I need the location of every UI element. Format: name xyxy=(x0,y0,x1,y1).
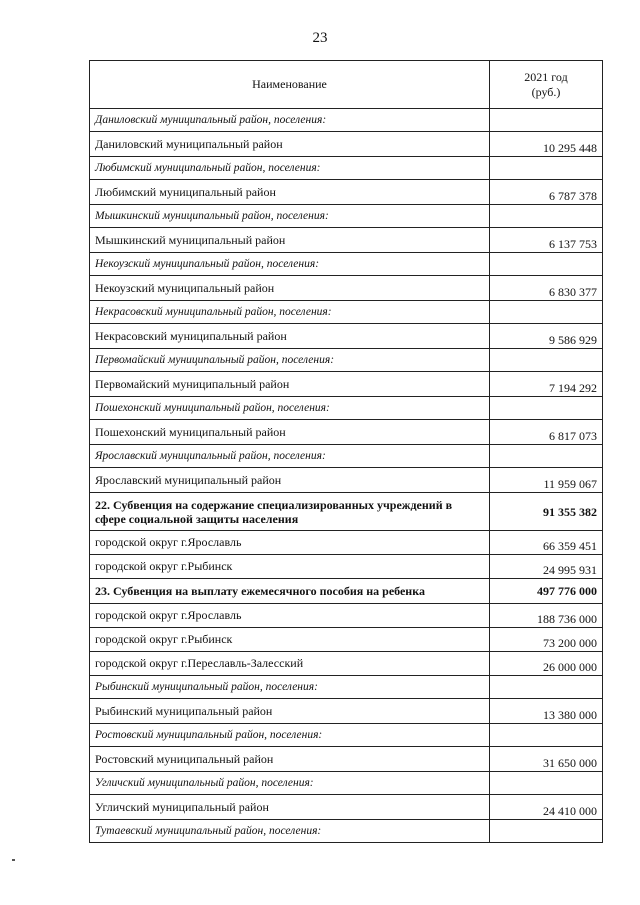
section-title: 23. Субвенция на выплату ежемесячного пособия на ребенка xyxy=(90,579,490,604)
row-name: Некоузский муниципальный район xyxy=(90,276,490,301)
row-value xyxy=(490,157,603,180)
table-row xyxy=(90,795,603,820)
row-value: 6 137 753 xyxy=(490,228,603,253)
row-value: 24 995 931 xyxy=(490,555,603,579)
group-heading: Угличский муниципальный район, поселения: xyxy=(90,772,490,795)
table-row xyxy=(90,747,603,772)
group-heading: Ярославский муниципальный район, поселения: xyxy=(90,445,490,468)
table-row xyxy=(90,468,603,493)
section-title: 22. Субвенция на содержание специализированных учреждений в сфере социальной защиты населения xyxy=(90,493,490,531)
row-name: Угличский муниципальный район xyxy=(90,795,490,820)
table-row xyxy=(90,652,603,676)
row-value: 66 359 451 xyxy=(490,531,603,555)
table-row xyxy=(90,301,603,324)
row-name: Первомайский муниципальный район xyxy=(90,372,490,397)
row-value: 6 787 378 xyxy=(490,180,603,205)
row-name: городской округ г.Рыбинск xyxy=(90,555,490,579)
page-number: 23 xyxy=(312,30,328,46)
table-row xyxy=(90,676,603,699)
table-row xyxy=(90,604,603,628)
row-name: Любимский муниципальный район xyxy=(90,180,490,205)
group-heading: Первомайский муниципальный район, поселения: xyxy=(90,349,490,372)
row-name: Пошехонский муниципальный район xyxy=(90,420,490,445)
row-value: 6 830 377 xyxy=(490,276,603,301)
row-value xyxy=(490,205,603,228)
table-row xyxy=(90,253,603,276)
row-value: 6 817 073 xyxy=(490,420,603,445)
table-row xyxy=(90,531,603,555)
row-value: 26 000 000 xyxy=(490,652,603,676)
row-value xyxy=(490,820,603,843)
table-row xyxy=(90,276,603,301)
table-row xyxy=(90,772,603,795)
row-value: 91 355 382 xyxy=(490,493,603,531)
table-body xyxy=(90,109,603,843)
row-name: Ростовский муниципальный район xyxy=(90,747,490,772)
header-value-column xyxy=(490,61,603,109)
header-year: 2021 год xyxy=(524,69,568,84)
row-value xyxy=(490,445,603,468)
group-heading: Мышкинский муниципальный район, поселения: xyxy=(90,205,490,228)
table-row xyxy=(90,579,603,604)
group-heading: Некоузский муниципальный район, поселения: xyxy=(90,253,490,276)
row-value xyxy=(490,676,603,699)
table-row xyxy=(90,397,603,420)
table-row xyxy=(90,132,603,157)
group-heading: Рыбинский муниципальный район, поселения: xyxy=(90,676,490,699)
row-value: 13 380 000 xyxy=(490,699,603,724)
row-value xyxy=(490,301,603,324)
row-value: 10 295 448 xyxy=(490,132,603,157)
row-value: 188 736 000 xyxy=(490,604,603,628)
table-row xyxy=(90,724,603,747)
header-name-column: Наименование xyxy=(90,61,490,109)
header-unit: (руб.) xyxy=(531,84,561,99)
table-row xyxy=(90,555,603,579)
table-row xyxy=(90,349,603,372)
group-heading: Любимский муниципальный район, поселения: xyxy=(90,157,490,180)
table-row xyxy=(90,205,603,228)
row-value xyxy=(490,109,603,132)
table-header-row xyxy=(90,61,603,109)
row-name: Рыбинский муниципальный район xyxy=(90,699,490,724)
row-value: 24 410 000 xyxy=(490,795,603,820)
row-value: 11 959 067 xyxy=(490,468,603,493)
row-name: городской округ г.Ярославль xyxy=(90,531,490,555)
row-value: 31 650 000 xyxy=(490,747,603,772)
row-name: Ярославский муниципальный район xyxy=(90,468,490,493)
scan-mark xyxy=(12,859,15,861)
row-value xyxy=(490,772,603,795)
group-heading: Некрасовский муниципальный район, поселения: xyxy=(90,301,490,324)
table-row xyxy=(90,109,603,132)
group-heading: Даниловский муниципальный район, поселения: xyxy=(90,109,490,132)
group-heading: Ростовский муниципальный район, поселения: xyxy=(90,724,490,747)
row-name: Некрасовский муниципальный район xyxy=(90,324,490,349)
table-row xyxy=(90,372,603,397)
table-row xyxy=(90,420,603,445)
row-value: 73 200 000 xyxy=(490,628,603,652)
table-row xyxy=(90,180,603,205)
row-name: городской округ г.Переславль-Залесский xyxy=(90,652,490,676)
row-value: 9 586 929 xyxy=(490,324,603,349)
budget-table xyxy=(89,60,603,843)
group-heading: Пошехонский муниципальный район, поселения: xyxy=(90,397,490,420)
table-row xyxy=(90,628,603,652)
row-name: Даниловский муниципальный район xyxy=(90,132,490,157)
row-value xyxy=(490,349,603,372)
table-row xyxy=(90,699,603,724)
row-value xyxy=(490,724,603,747)
row-name: городской округ г.Рыбинск xyxy=(90,628,490,652)
table-row xyxy=(90,228,603,253)
table-row xyxy=(90,820,603,843)
row-value: 497 776 000 xyxy=(490,579,603,604)
table-row xyxy=(90,324,603,349)
row-name: городской округ г.Ярославль xyxy=(90,604,490,628)
row-value xyxy=(490,397,603,420)
table-row xyxy=(90,157,603,180)
row-value xyxy=(490,253,603,276)
row-value: 7 194 292 xyxy=(490,372,603,397)
group-heading: Тутаевский муниципальный район, поселения: xyxy=(90,820,490,843)
table-row xyxy=(90,493,603,531)
row-name: Мышкинский муниципальный район xyxy=(90,228,490,253)
table-row xyxy=(90,445,603,468)
